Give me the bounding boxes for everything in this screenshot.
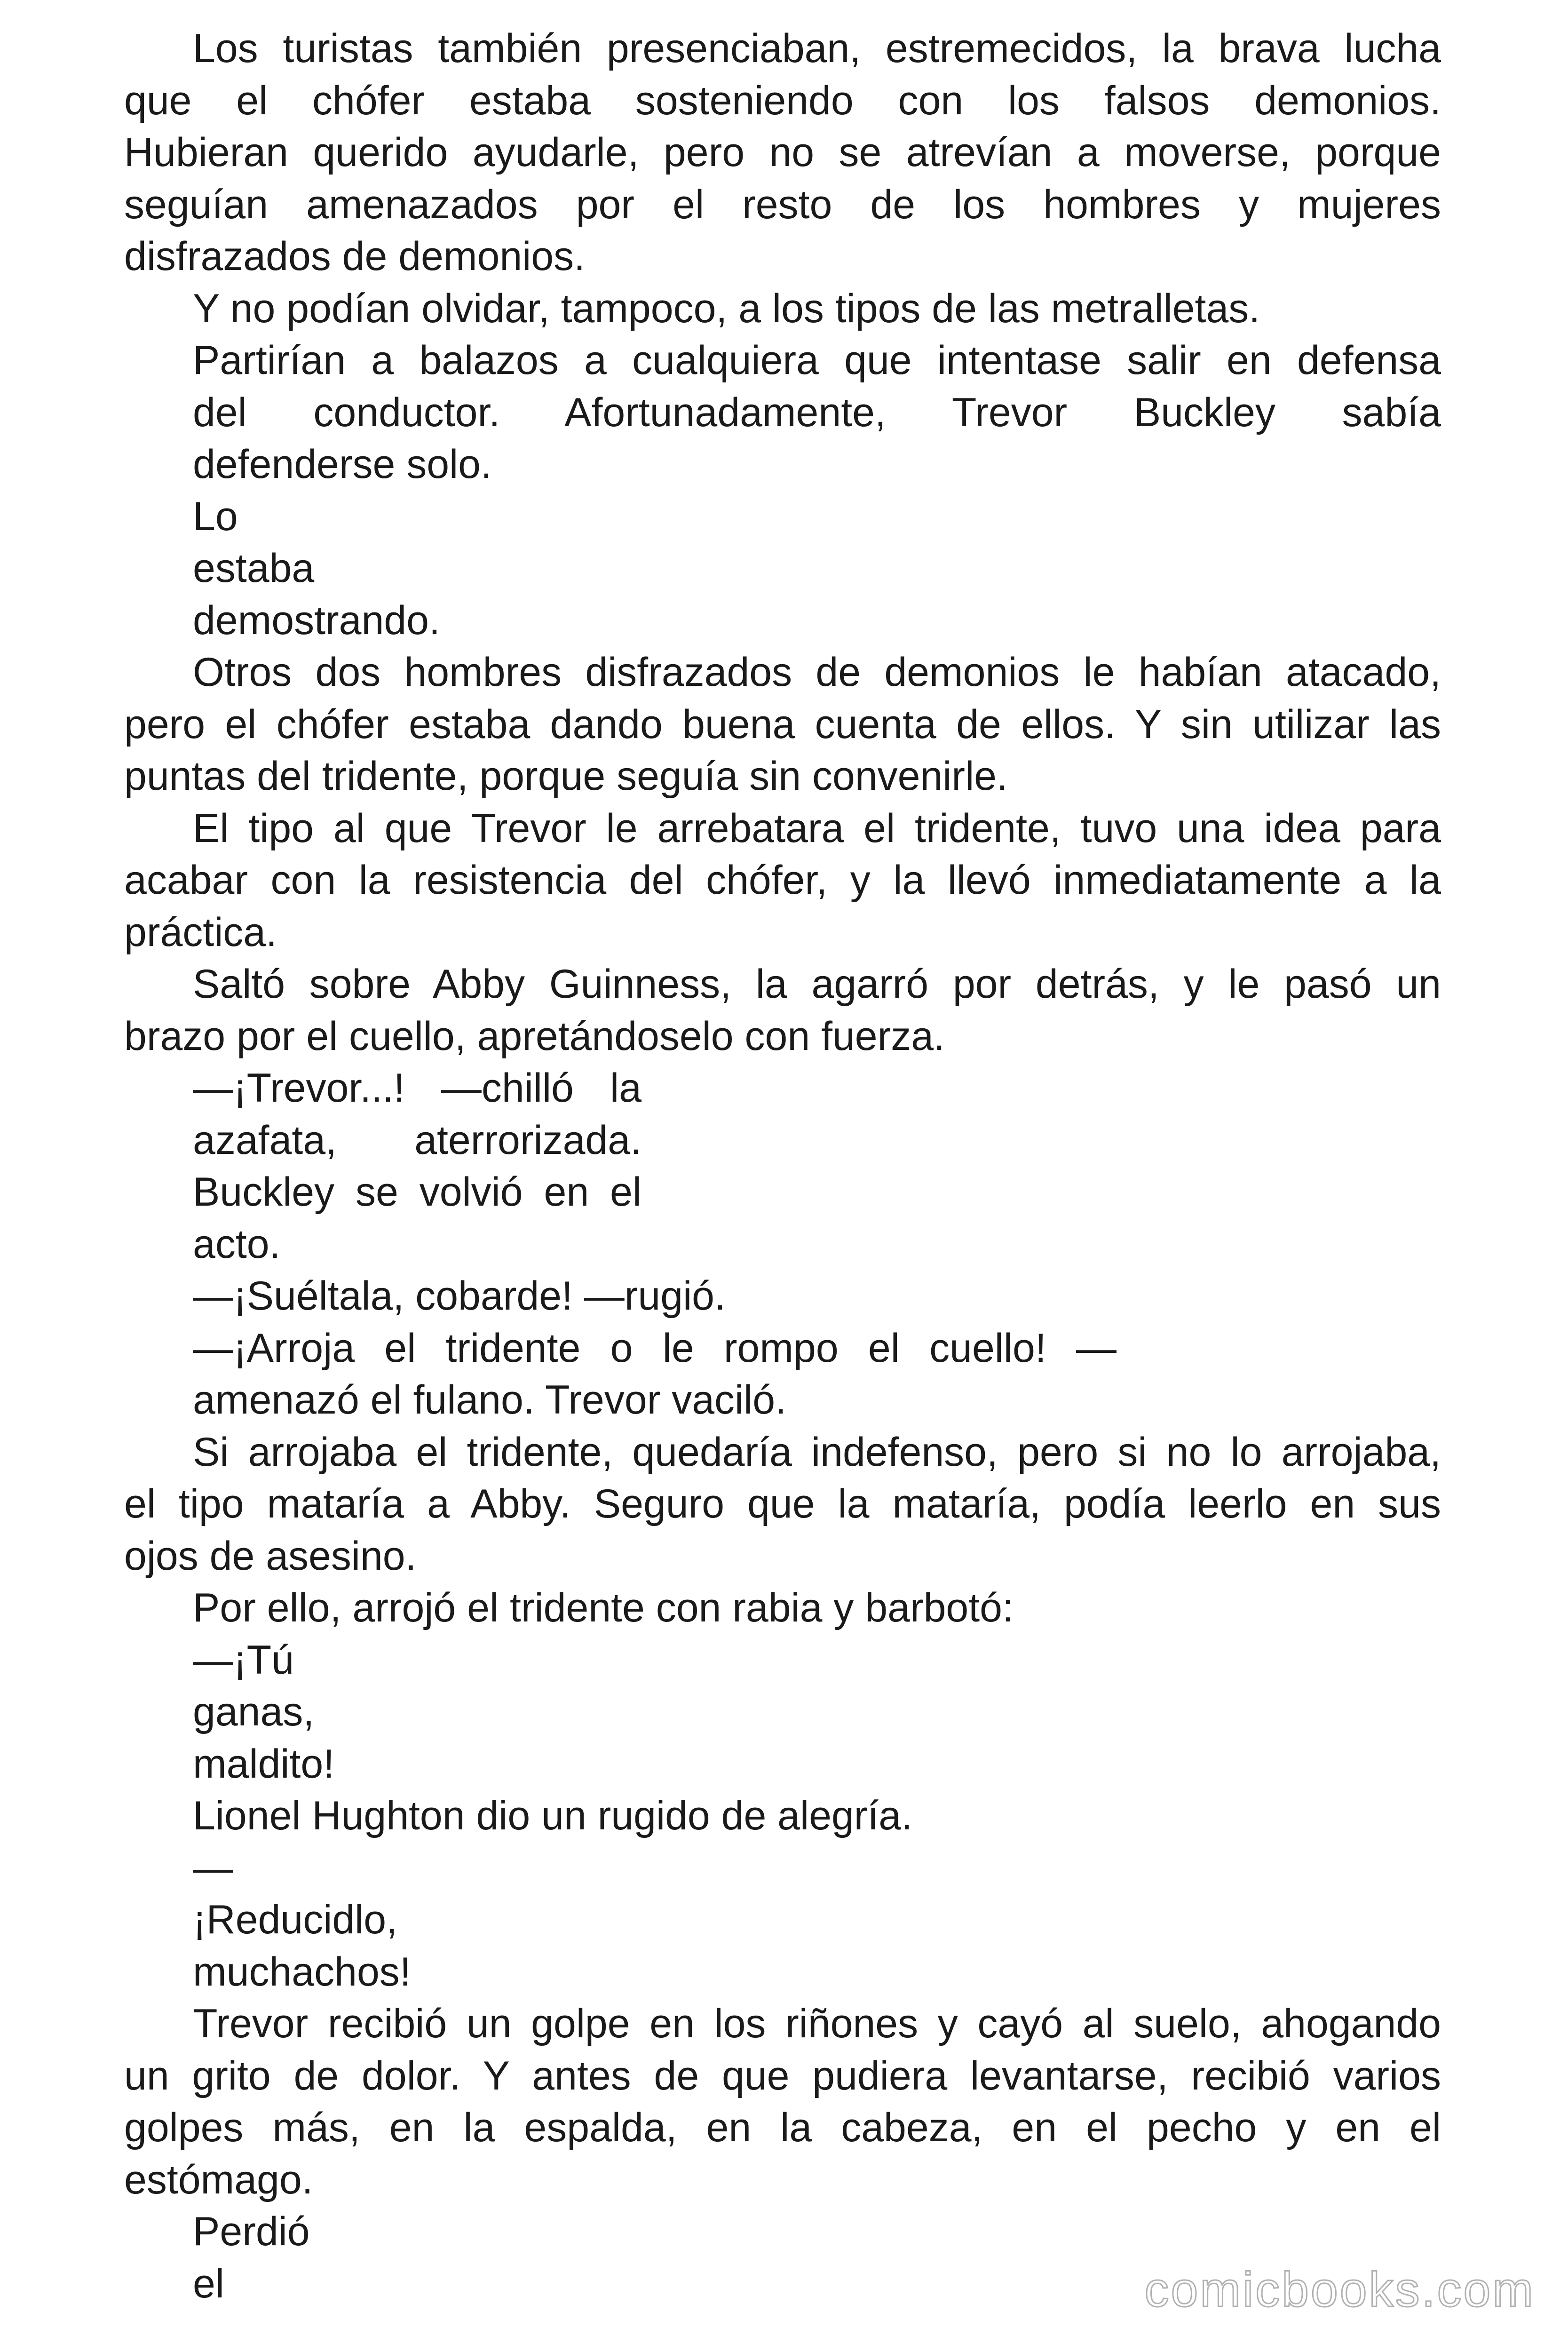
text-line: demostrando.	[193, 597, 440, 643]
text-line: Trevor recibió un golpe en los riñones y cayó al suelo, ahogando	[193, 2001, 1441, 2046]
text-line: puntas del tridente, porque seguía sin convenirle.	[124, 754, 1008, 799]
text-line: muchachos!	[193, 1949, 411, 1994]
text-line: Si arrojaba el tridente, quedaría indefenso, pero si no lo arrojaba,	[193, 1429, 1441, 1475]
text-line: acto.	[193, 1221, 281, 1267]
watermark: comicbooks.com	[1144, 2263, 1535, 2317]
text-line: Partirían a balazos a cualquiera que intentase salir en defensa	[193, 338, 1441, 383]
text-line: maldito!	[193, 1741, 335, 1787]
text-line: Lionel Hughton dio un rugido de alegría.	[193, 1793, 913, 1838]
text-line: ojos de asesino.	[124, 1533, 417, 1579]
text-line: que el chófer estaba sosteniendo con los falsos demonios.	[124, 78, 1441, 123]
text-line: azafata, aterrorizada.	[193, 1117, 641, 1163]
text-line: del conductor. Afortunadamente, Trevor Buckley sabía	[193, 389, 1441, 435]
text-line: Hubieran querido ayudarle, pero no se atrevían a moverse, porque	[124, 130, 1441, 175]
text-line: un grito de dolor. Y antes de que pudiera levantarse, recibió varios	[124, 2053, 1441, 2098]
page-text	[124, 23, 1441, 2310]
text-line: Perdió	[193, 2209, 310, 2254]
text-line: Saltó sobre Abby Guinness, la agarró por detrás, y le pasó un	[193, 961, 1441, 1007]
text-line: estaba	[193, 546, 315, 591]
text-line: estómago.	[124, 2157, 313, 2202]
text-line: —	[193, 1845, 233, 1891]
text-line: pero el chófer estaba dando buena cuenta de ellos. Y sin utilizar las	[124, 701, 1441, 747]
text-line: ganas,	[193, 1689, 315, 1734]
text-line: Los turistas también presenciaban, estremecidos, la brava lucha	[193, 26, 1441, 71]
text-line: práctica.	[124, 909, 277, 955]
text-line: Y no podían olvidar, tampoco, a los tipos de las metralletas.	[193, 286, 1260, 331]
text-line: seguían amenazados por el resto de los hombres y mujeres	[124, 182, 1441, 227]
text-line: Por ello, arrojó el tridente con rabia y barbotó:	[193, 1585, 1014, 1630]
text-line: disfrazados de demonios.	[124, 234, 586, 279]
text-line: El tipo al que Trevor le arrebatara el tridente, tuvo una idea para	[193, 805, 1441, 851]
text-line: golpes más, en la espalda, en la cabeza, en el pecho y en el	[124, 2105, 1441, 2150]
text-line: el tipo mataría a Abby. Seguro que la mataría, podía leerlo en sus	[124, 1481, 1441, 1526]
text-line: —¡Suéltala, cobarde! —rugió.	[193, 1273, 726, 1319]
text-line: —¡Tú	[193, 1637, 294, 1683]
text-line: el	[193, 2261, 224, 2306]
text-line: Buckley se volvió en el	[193, 1169, 641, 1215]
text-line: Otros dos hombres disfrazados de demonios le habían atacado,	[193, 650, 1441, 695]
text-line: Lo	[193, 493, 238, 539]
text-line: —¡Trevor...! —chilló la	[193, 1065, 641, 1111]
text-line: acabar con la resistencia del chófer, y la llevó inmediatamente a la	[124, 858, 1441, 903]
text-line: amenazó el fulano. Trevor vaciló.	[193, 1377, 786, 1422]
text-line: ¡Reducidlo,	[193, 1897, 397, 1942]
text-line: —¡Arroja el tridente o le rompo el cuello! —	[193, 1325, 1117, 1371]
text-line: brazo por el cuello, apretándoselo con fuerza.	[124, 1013, 945, 1059]
text-line: defenderse solo.	[193, 442, 492, 487]
